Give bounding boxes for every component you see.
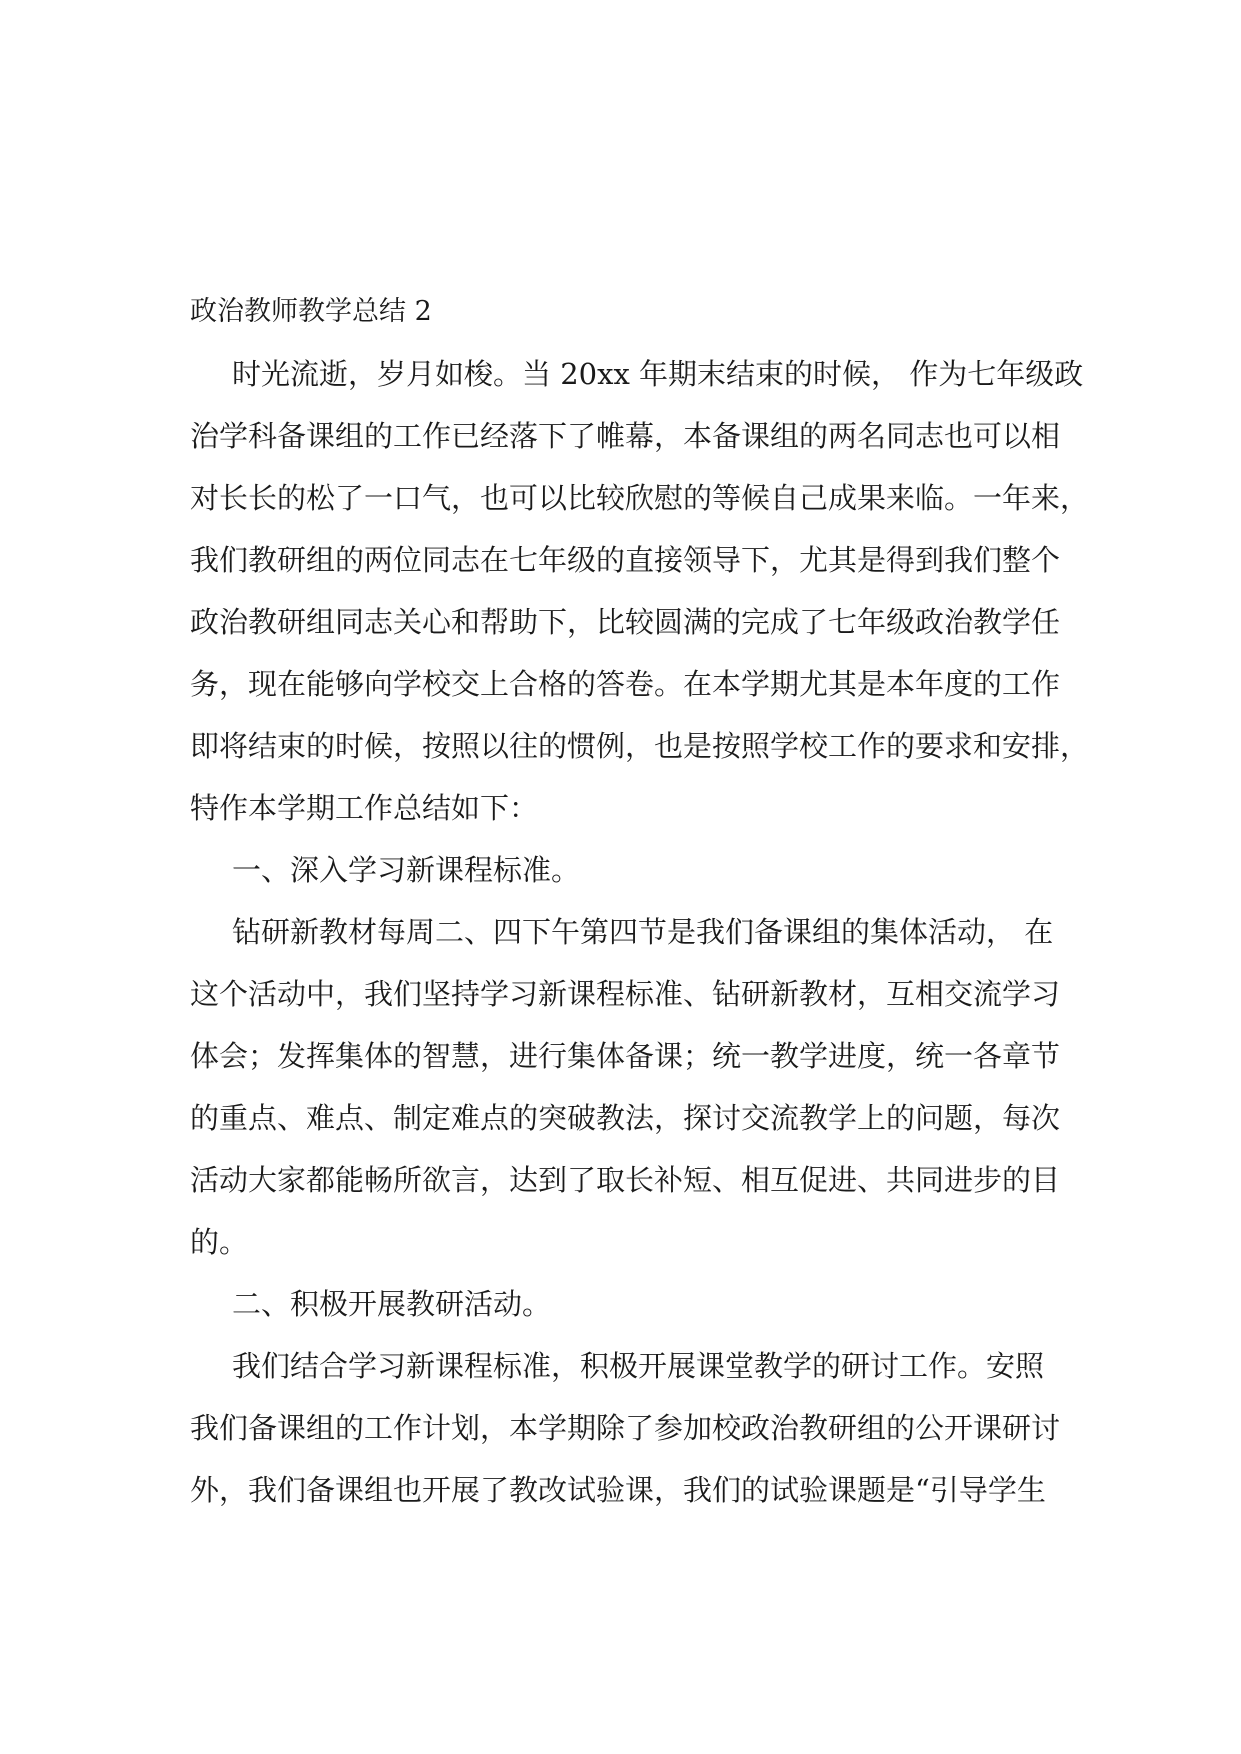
text-line: 治学科备课组的工作已经落下了帷幕，本备课组的两名同志也可以相: [190, 419, 1061, 453]
section-heading: 一、深入学习新课程标准。: [232, 853, 581, 887]
text-line: 钻研新教材每周二、四下午第四节是我们备课组的集体活动， 在: [232, 915, 1054, 949]
text-line: 体会；发挥集体的智慧，进行集体备课；统一教学进度，统一各章节: [190, 1039, 1061, 1073]
text-line: 政治教研组同志关心和帮助下，比较圆满的完成了七年级政治教学任: [190, 605, 1061, 639]
text-line: 即将结束的时候，按照以往的惯例，也是按照学校工作的要求和安排，: [190, 729, 1090, 763]
text-line: 我们教研组的两位同志在七年级的直接领导下，尤其是得到我们整个: [190, 543, 1061, 577]
text-line: 这个活动中，我们坚持学习新课程标准、钻研新教材，互相交流学习: [190, 977, 1061, 1011]
text-line: 的。: [190, 1225, 249, 1259]
text-line: 特作本学期工作总结如下：: [190, 791, 539, 825]
section-heading: 二、积极开展教研活动。: [232, 1287, 552, 1321]
text-line: 时光流逝，岁月如梭。当 20xx 年期末结束的时候， 作为七年级政: [232, 357, 1084, 391]
text-line: 务，现在能够向学校交上合格的答卷。在本学期尤其是本年度的工作: [190, 667, 1061, 701]
text-line: 我们结合学习新课程标准，积极开展课堂教学的研讨工作。安照: [232, 1349, 1045, 1383]
text-line: 的重点、难点、制定难点的突破教法，探讨交流教学上的问题，每次: [190, 1101, 1061, 1135]
text-line: 对长长的松了一口气，也可以比较欣慰的等候自己成果来临。一年来，: [190, 481, 1090, 515]
document-title: 政治教师教学总结 2: [190, 296, 432, 327]
text-line: 活动大家都能畅所欲言，达到了取长补短、相互促进、共同进步的目: [190, 1163, 1061, 1197]
text-line: 我们备课组的工作计划，本学期除了参加校政治教研组的公开课研讨: [190, 1411, 1061, 1445]
text-line: 外，我们备课组也开展了教改试验课，我们的试验课题是“引导学生: [190, 1473, 1046, 1507]
